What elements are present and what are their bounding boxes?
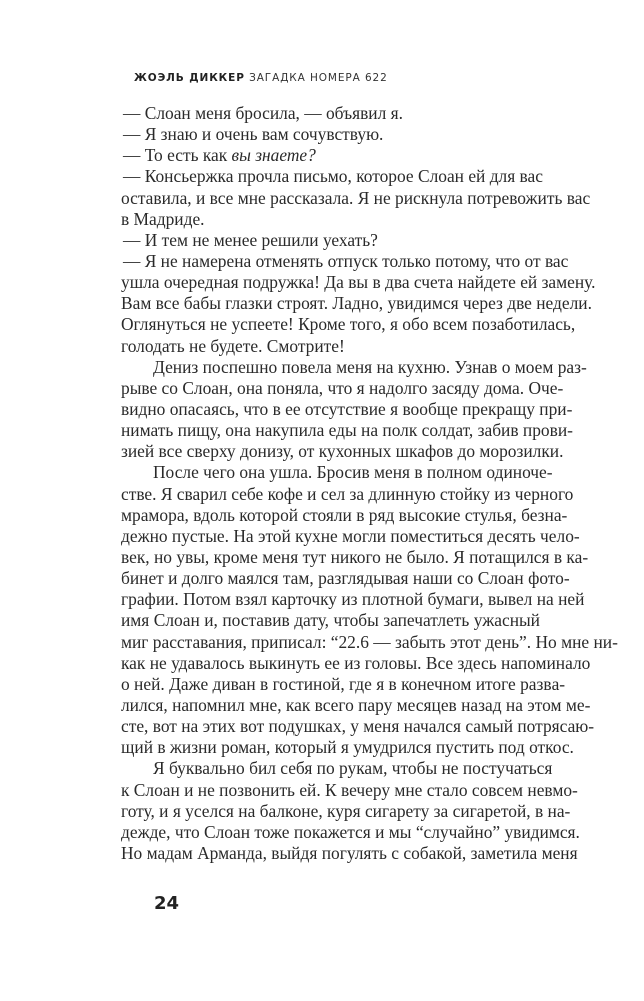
page-body-text — [121, 103, 618, 864]
text-line-content: о ней. Даже диван в гостиной, где я в конечном итоге развa- — [121, 673, 566, 694]
text-line-content: оставила, и все мне рассказала. Я не рискнула потревожить вас — [121, 187, 591, 208]
running-header — [134, 72, 388, 84]
text-line — [121, 589, 585, 610]
text-line-content: к Слоан и не позвонить ей. К вечеру мне стало совсем невмо- — [121, 779, 578, 800]
text-line — [121, 737, 574, 758]
text-line — [121, 483, 574, 505]
text-line-content: мрамора, вдоль которой стояли в ряд высокие стулья, безна- — [121, 504, 568, 525]
text-line-content: — И тем не менее решили уехать? — [123, 229, 378, 250]
text-line — [121, 800, 571, 822]
text-line — [121, 568, 570, 589]
header-book-title: ЗАГАДКА НОМЕРА 622 — [249, 72, 388, 84]
page-number: 24 — [154, 893, 180, 914]
text-line — [121, 420, 573, 441]
text-line-content: После чего она ушла. Бросив меня в полном одиноче- — [153, 462, 553, 483]
text-line — [121, 694, 591, 716]
text-line-content: рыве со Слоан, она поняла, что я надолго засяду дома. Оче- — [121, 377, 564, 398]
text-line-content: имя Слоан и, поставив дату, чтобы запечатлеть ужасный — [121, 610, 540, 631]
text-line — [121, 631, 618, 653]
text-line — [121, 336, 540, 357]
text-line-content: сте, вот на этих вот подушках, у меня начался самый потрясаю- — [121, 716, 595, 737]
header-author: ЖОЭЛЬ ДИККЕР — [134, 72, 245, 84]
text-line-content: нимать пищу, она накупила еды на полк солдат, забив прови- — [121, 420, 573, 441]
text-line-content: — Слоан меня бросила, — объявил я. — [123, 103, 403, 123]
text-line-content: миг расставания, приписал: “22.6 — забыть этот день”. Но мне ни- — [121, 631, 618, 652]
text-line-content: графии. Потом взял карточку из плотной бумаги, вывел на ней — [121, 589, 585, 610]
text-line — [121, 166, 543, 187]
text-line — [121, 779, 578, 801]
text-line — [121, 145, 540, 166]
text-line — [121, 398, 573, 420]
text-line-content: в Мадриде. — [121, 208, 205, 229]
text-line — [121, 187, 591, 209]
text-line — [121, 716, 595, 737]
text-line — [121, 230, 540, 251]
text-line-content: бинет и долго маялся там, разглядывая наши со Слоан фото- — [121, 568, 570, 589]
text-line-content: — Консьержка прочла письмо, которое Слоан ей для вас — [123, 166, 543, 187]
text-line-content: голодать не будете. Смотрите! — [121, 335, 345, 356]
text-line-content: готу, и я уселся на балконе, куря сигарету за сигаретой, в на- — [121, 800, 571, 821]
text-line — [121, 652, 591, 674]
text-line-content: — Я знаю и очень вам сочувствую. — [123, 124, 384, 145]
text-line — [121, 610, 540, 631]
text-line — [121, 293, 592, 314]
text-line — [121, 209, 540, 230]
text-line-content: Я буквально бил себя по рукам, чтобы не постучаться — [153, 758, 553, 779]
text-line — [121, 441, 564, 462]
text-line — [121, 356, 587, 378]
text-line — [121, 103, 540, 124]
text-line-content: лился, напомнил мне, как всего пару месяцев назад на этом ме- — [121, 694, 591, 715]
text-line-content: дежно пустые. На этой кухне могли поместиться десять чело- — [121, 525, 580, 546]
text-line-content: Оглянуться не успеете! Кроме того, я обо всем позаботилась, — [121, 314, 576, 335]
text-line — [121, 462, 553, 483]
text-line-content: стве. Я сварил себе кофе и сел за длинную стойку из черного — [121, 483, 574, 504]
text-line-content: дежде, что Слоан тоже покажется и мы “случайно” увидимся. — [121, 821, 580, 842]
text-line-content: зией все сверху донизу, от кухонных шкафов до морозилки. — [121, 441, 564, 462]
text-line — [121, 842, 578, 864]
text-line-content: щий в жизни роман, который я умудрился пустить под откос. — [121, 737, 574, 758]
text-line-content: Но мадам Арманда, выйдя погулять с собакой, заметила меня — [121, 842, 578, 863]
text-line-content: как не удавалось выкинуть ее из головы. Все здесь напоминало — [121, 652, 591, 673]
text-line — [121, 377, 564, 399]
text-line — [121, 525, 580, 547]
text-line — [121, 272, 596, 293]
italic-emphasis: вы знаете? — [231, 145, 316, 166]
text-line-content: — То есть как — [123, 145, 232, 166]
text-line — [121, 124, 540, 145]
text-line — [121, 821, 580, 843]
text-line — [121, 250, 569, 272]
text-line-content: Дениз поспешно повела меня на кухню. Узнав о моем раз- — [153, 356, 587, 377]
text-line-content: Вам все бабы глазки строят. Ладно, увидимся через две недели. — [121, 293, 592, 314]
text-line-content: — Я не намерена отменять отпуск только потому, что от вас — [123, 250, 569, 271]
text-line — [121, 314, 576, 335]
text-line-content: век, но увы, кроме меня тут никого не было. Я потащился в ка- — [121, 546, 589, 567]
text-line — [121, 758, 553, 779]
text-line — [121, 546, 589, 568]
text-line-content: видно опасаясь, что в ее отсутствие я вообще прекращу при- — [121, 398, 573, 419]
text-line-content: ушла очередная подружка! Да вы в два счета найдете ей замену. — [121, 272, 596, 293]
text-line — [121, 673, 566, 695]
text-line — [121, 504, 568, 526]
